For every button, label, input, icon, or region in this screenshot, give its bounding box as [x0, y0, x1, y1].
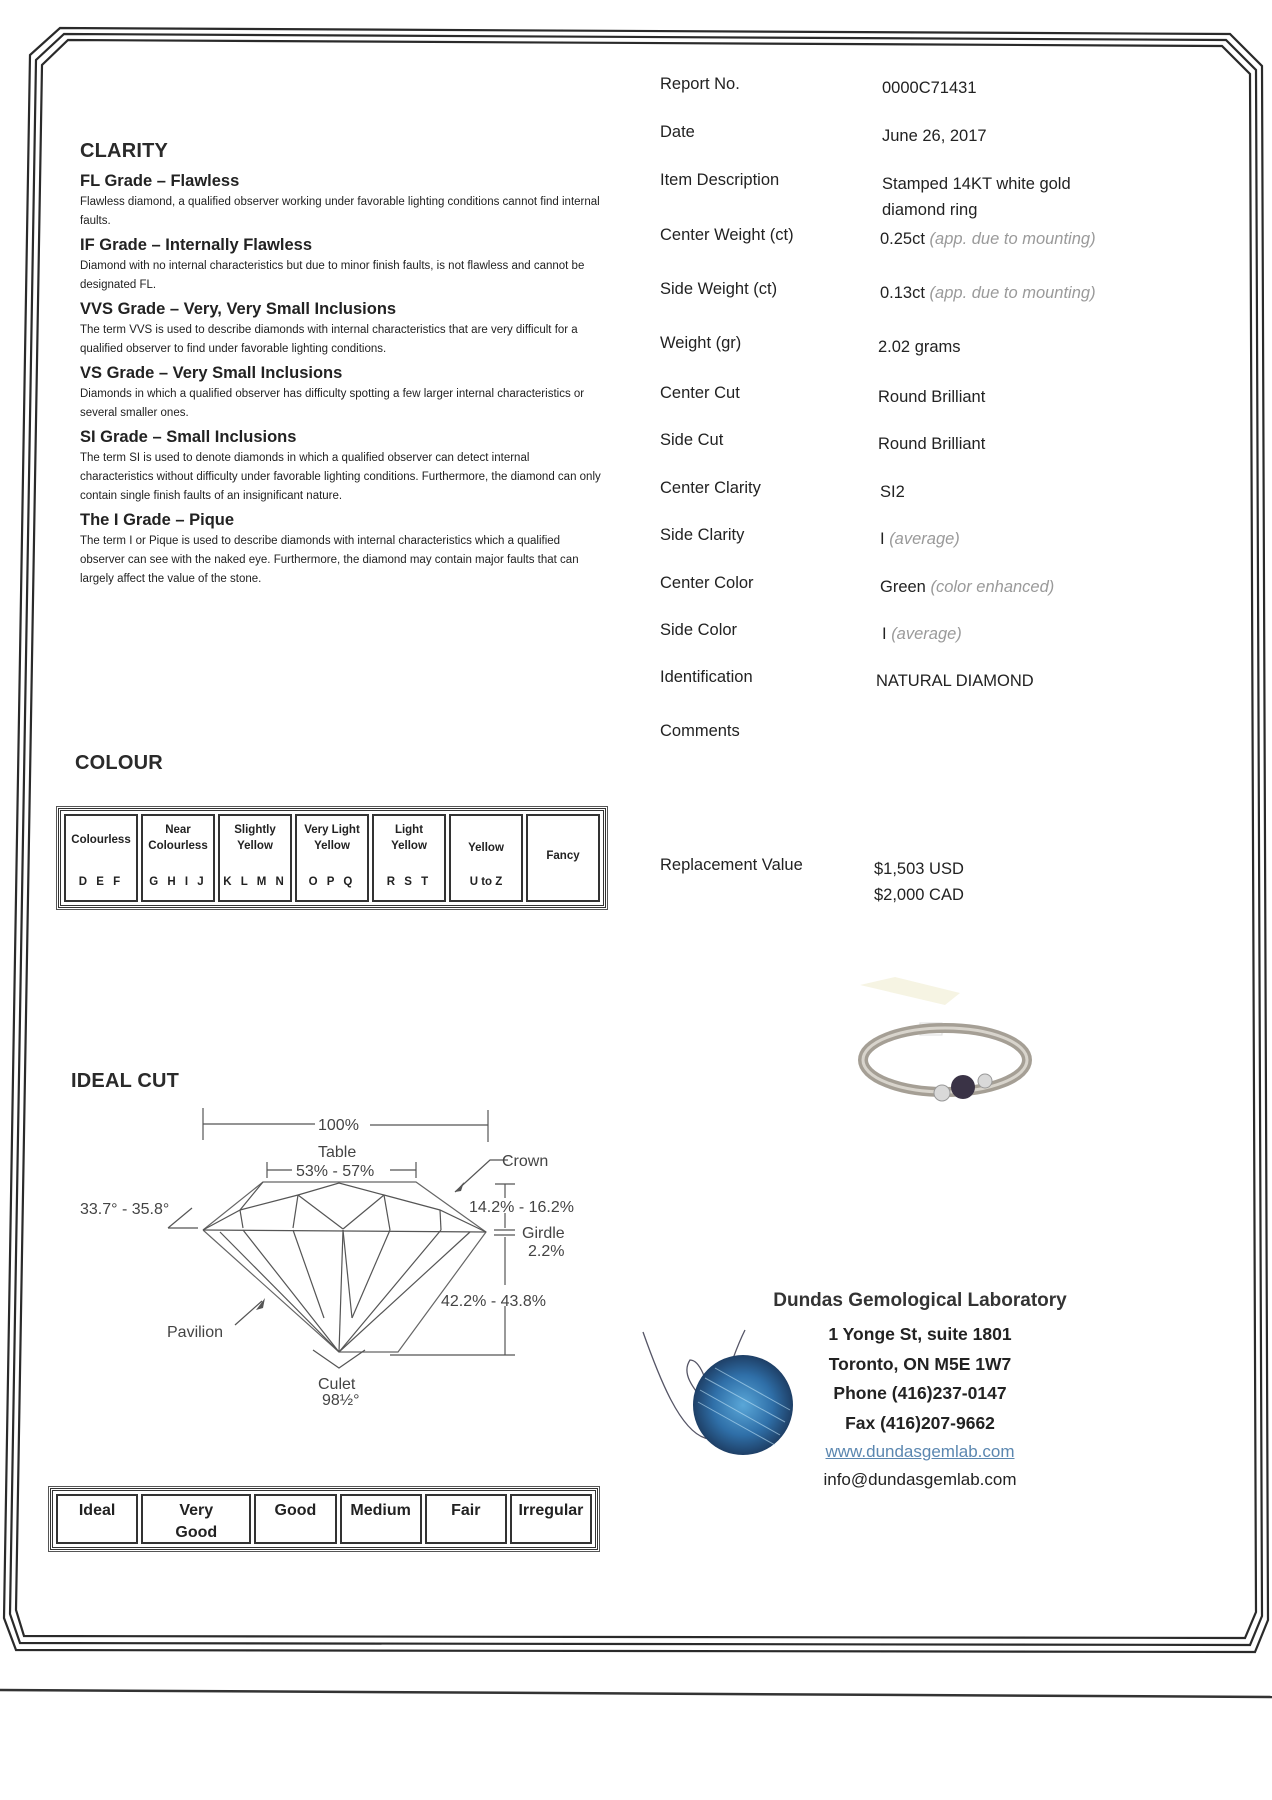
- colour-grades: G H I J: [149, 876, 207, 888]
- colour-grades: R S T: [386, 876, 432, 888]
- replacement-value-usd: $1,503 USD: [874, 860, 964, 878]
- clarity-section: [80, 140, 605, 593]
- detail-label: Weight (gr): [660, 334, 742, 352]
- lab-address-line1: 1 Yonge St, suite 1801: [828, 1324, 1012, 1344]
- detail-label: Item Description: [660, 171, 780, 189]
- grade-description: Diamonds in which a qualified observer has difficulty spotting a few larger internal characteristics or several smaller ones.: [80, 388, 585, 419]
- label-table-range: 53% - 57%: [296, 1163, 375, 1180]
- grade-description: Diamond with no internal characteristics but due to minor finish faults, is not flawless and cannot be designated FL.: [80, 260, 585, 291]
- detail-note: (app. due to mounting): [929, 230, 1096, 248]
- colour-name: Fancy: [546, 850, 580, 862]
- label-table: Table: [318, 1144, 357, 1161]
- clarity-grade-vs: [80, 363, 605, 423]
- detail-value: 0000C71431: [882, 79, 977, 97]
- label-culet: Culet: [318, 1376, 356, 1393]
- colour-cell: [64, 814, 138, 902]
- cut-grade-cell: Ideal: [56, 1494, 138, 1544]
- clarity-grade-vvs: [80, 299, 605, 359]
- grade-title: VVS Grade – Very, Very Small Inclusions: [80, 300, 397, 318]
- cut-grade-cell: Medium: [340, 1494, 422, 1544]
- label-crown-angle: 33.7° - 35.8°: [80, 1201, 170, 1218]
- colour-grades: U to Z: [469, 876, 503, 888]
- replacement-value-cad: $2,000 CAD: [874, 886, 964, 904]
- detail-label: Identification: [660, 668, 753, 686]
- clarity-grade-fl: [80, 171, 605, 231]
- grade-title: VS Grade – Very Small Inclusions: [80, 364, 343, 382]
- ideal-cut-heading: IDEAL CUT: [71, 1070, 180, 1092]
- grade-description: The term VVS is used to describe diamonds with internal characteristics that are very difficult for a qualified observer to find under favorable lighting conditions.: [80, 324, 578, 355]
- grade-description: The term I or Pique is used to describe diamonds with internal characteristics which a qualified observer can see with the naked eye. Furthermore, the diamond may contain major faults that can largely affect the value of the stone.: [80, 535, 579, 585]
- colour-grades: K L M N: [223, 876, 287, 888]
- label-pavilion: Pavilion: [167, 1324, 224, 1341]
- detail-value: Round Brilliant: [878, 388, 986, 406]
- detail-label: Side Weight (ct): [660, 280, 778, 298]
- detail-value: Green: [880, 578, 926, 596]
- cut-grade-table: [50, 1488, 598, 1550]
- colour-grades: O P Q: [308, 876, 356, 888]
- detail-label: Center Cut: [660, 384, 740, 402]
- detail-label: Date: [660, 123, 695, 141]
- label-crown-height: 14.2% - 16.2%: [469, 1199, 574, 1216]
- colour-cell: [295, 814, 369, 902]
- cut-grade-cell: Good: [254, 1494, 336, 1544]
- ring-photo: [835, 965, 1075, 1125]
- colour-cell: [372, 814, 446, 902]
- colour-name: Very Light Yellow: [304, 824, 360, 852]
- label-culet-angle: 98½°: [322, 1392, 360, 1409]
- colour-name: Light Yellow: [391, 824, 427, 852]
- detail-value: NATURAL DIAMOND: [876, 672, 1034, 690]
- colour-cell: [449, 814, 523, 902]
- colour-grades: D E F: [78, 876, 124, 888]
- detail-value: 0.25ct: [880, 230, 925, 248]
- detail-label: Center Clarity: [660, 479, 761, 497]
- detail-label: Side Color: [660, 621, 738, 639]
- ideal-cut-diagram: [60, 1100, 580, 1420]
- detail-value: 2.02 grams: [878, 338, 961, 356]
- detail-note: (average): [889, 530, 960, 548]
- clarity-heading: CLARITY: [80, 140, 169, 162]
- label-width: 100%: [318, 1117, 359, 1134]
- detail-label: Side Cut: [660, 431, 724, 449]
- lab-address-line2: Toronto, ON M5E 1W7: [828, 1353, 1012, 1374]
- detail-value: I: [880, 530, 885, 548]
- grade-title: FL Grade – Flawless: [80, 172, 240, 190]
- detail-label: Side Clarity: [660, 526, 745, 544]
- detail-value: Stamped 14KT white gold diamond ring: [882, 175, 1071, 219]
- lab-name: Dundas Gemological Laboratory: [773, 1290, 1067, 1311]
- cut-grade-cell: Fair: [425, 1494, 507, 1544]
- grade-description: The term SI is used to denote diamonds in which a qualified observer can detect internal characteristics without difficulty under favorable lighting conditions. Furthermore, the diamond can only contain single finish faults of an insignificant nature.: [80, 452, 601, 502]
- detail-value: Round Brilliant: [878, 435, 986, 453]
- detail-value: 0.13ct: [880, 284, 925, 302]
- lab-info: [740, 1290, 1100, 1494]
- colour-name: Near Colourless: [148, 824, 208, 852]
- label-girdle: Girdle: [522, 1225, 565, 1242]
- grade-title: The I Grade – Pique: [80, 511, 235, 529]
- colour-cell: [218, 814, 292, 902]
- grade-description: Flawless diamond, a qualified observer working under favorable lighting conditions cannot find internal faults.: [80, 196, 600, 227]
- clarity-grade-si: [80, 427, 605, 506]
- lab-phone: Phone (416)237-0147: [833, 1383, 1007, 1403]
- lab-email[interactable]: info@dundasgemlab.com: [823, 1470, 1017, 1489]
- colour-heading: COLOUR: [75, 752, 163, 774]
- cut-grade-cell: Irregular: [510, 1494, 592, 1544]
- colour-name: Yellow: [468, 842, 504, 854]
- detail-label: Center Color: [660, 574, 754, 592]
- colour-name: Colourless: [71, 834, 131, 846]
- detail-note: (average): [891, 625, 962, 643]
- label-pavilion-depth: 42.2% - 43.8%: [441, 1293, 546, 1310]
- label-crown: Crown: [502, 1153, 549, 1170]
- replacement-value-label: Replacement Value: [660, 856, 803, 874]
- detail-note: (color enhanced): [930, 578, 1055, 596]
- clarity-grade-i: [80, 510, 605, 589]
- colour-name: Slightly Yellow: [234, 824, 276, 852]
- clarity-grade-if: [80, 235, 605, 295]
- detail-value: I: [882, 625, 887, 643]
- detail-note: (app. due to mounting): [929, 284, 1096, 302]
- colour-cell: [141, 814, 215, 902]
- detail-label: Report No.: [660, 75, 740, 93]
- detail-value: SI2: [880, 483, 905, 501]
- detail-label: Comments: [660, 722, 740, 740]
- grade-title: SI Grade – Small Inclusions: [80, 428, 297, 446]
- lab-fax: Fax (416)207-9662: [845, 1412, 995, 1433]
- cut-grade-cell: Very Good: [141, 1494, 251, 1544]
- label-girdle-value: 2.2%: [528, 1243, 565, 1260]
- grade-title: IF Grade – Internally Flawless: [80, 236, 313, 254]
- detail-label: Center Weight (ct): [660, 226, 794, 244]
- lab-website-link[interactable]: www.dundasgemlab.com: [825, 1442, 1015, 1461]
- detail-value: June 26, 2017: [882, 127, 987, 145]
- colour-scale-table: [58, 808, 606, 908]
- colour-cell: [526, 814, 600, 902]
